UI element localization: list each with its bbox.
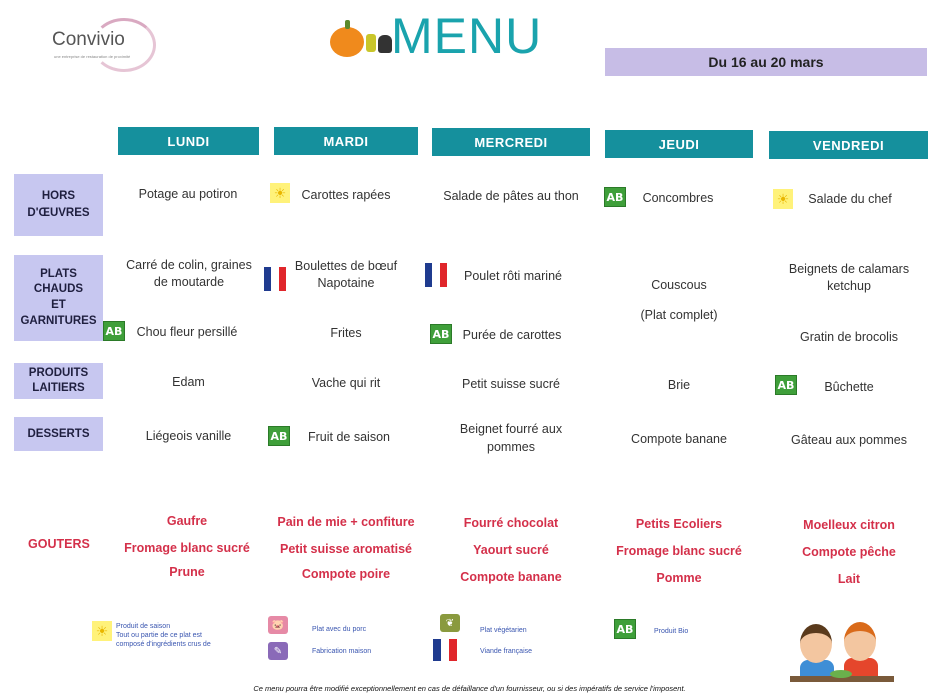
mercredi-plat: Poulet rôti mariné [464, 269, 562, 283]
lundi-plat: Carré de colin, graines de moutarde [126, 258, 252, 289]
jeudi-hors-doeuvre: Concombres [642, 191, 714, 205]
mardi-plat: Boulettes de bœuf Napotaine [294, 259, 398, 290]
bio-product-icon: AB [268, 426, 290, 446]
legend-bio-icon: AB [614, 619, 636, 639]
row-label-produits-laitiers: PRODUITS LAITIERS [14, 363, 103, 399]
mercredi-garniture: Purée de carottes [462, 328, 562, 342]
bio-product-icon: AB [103, 321, 125, 341]
mercredi-gouter: Fourré chocolat Yaourt sucré Compote banane [460, 516, 562, 584]
brand-tagline: une entreprise de restauration de proximité [54, 54, 131, 59]
vendredi-laitier: Bûchette [824, 380, 874, 394]
legend-pork-icon: 🐷 [268, 616, 288, 634]
mardi-laitier: Vache qui rit [311, 376, 381, 390]
mardi-hors-doeuvre: Carottes rapées [301, 188, 391, 202]
lantern-icon [366, 34, 376, 52]
seasonal-product-icon: ☀ [270, 183, 290, 203]
lundi-garniture: Chou fleur persillé [136, 325, 238, 339]
seasonal-product-icon: ☀ [773, 189, 793, 209]
vendredi-hors-doeuvre: Salade du chef [808, 192, 892, 206]
bio-product-icon: AB [430, 324, 452, 344]
row-label-gouters: GOUTERS [28, 537, 90, 551]
pumpkin-icon [330, 27, 364, 57]
title-text: MENU [391, 8, 543, 64]
day-header-jeudi: JEUDI [605, 130, 753, 158]
menu-title [330, 8, 542, 64]
legend-homemade-text: Fabrication maison [312, 648, 372, 655]
legend-seasonal-text: Produit de saison Tout ou partie de ce plat est composé d'ingrédients crus de [116, 623, 211, 648]
row-label-plats: PLATS CHAUDS ET GARNITURES [14, 255, 103, 341]
mardi-gouter: Pain de mie + confiture Petit suisse aromatisé Compote poire [277, 515, 415, 581]
jeudi-laitier: Brie [667, 378, 691, 392]
footer-disclaimer: Ce menu pourra être modifié exceptionnellement en cas de défaillance d'un fournisseur, ou si des impératifs de service l'imposent. [253, 684, 686, 693]
french-meat-flag-icon [425, 263, 447, 287]
lundi-dessert: Liégeois vanille [145, 429, 232, 443]
lundi-gouter: Gaufre Fromage blanc sucré Prune [124, 514, 250, 579]
day-header-mardi: MARDI [274, 127, 418, 155]
lundi-hors-doeuvre: Potage au potiron [138, 187, 238, 201]
bio-product-icon: AB [604, 187, 626, 207]
vendredi-gouter: Moelleux citron Compote pêche Lait [802, 518, 896, 586]
mercredi-dessert: Beignet fourré aux pommes [459, 422, 563, 454]
owl-icon [378, 35, 392, 53]
vendredi-plat: Beignets de calamars ketchup [788, 262, 910, 293]
jeudi-gouter: Petits Ecoliers Fromage blanc sucré Pomme [616, 517, 742, 585]
row-label-desserts: DESSERTS [14, 417, 103, 451]
legend-vegetarian-icon: ❦ [440, 614, 460, 632]
day-header-vendredi: VENDREDI [769, 131, 928, 159]
bio-product-icon: AB [775, 375, 797, 395]
lundi-laitier: Edam [172, 375, 205, 389]
vendredi-garniture: Gratin de brocolis [800, 330, 898, 344]
jeudi-plat: Couscous (Plat complet) [640, 278, 718, 322]
brand-name: Convivio [52, 29, 125, 50]
convivio-logo [48, 16, 154, 70]
legend-homemade-icon: ✎ [268, 642, 288, 660]
mercredi-laitier: Petit suisse sucré [462, 377, 560, 391]
date-range: Du 16 au 20 mars [605, 48, 927, 76]
row-label-hors-doeuvres: HORS D'ŒUVRES [14, 174, 103, 236]
legend-seasonal-icon: ☀ [92, 621, 112, 641]
vendredi-dessert: Gâteau aux pommes [790, 433, 908, 447]
mercredi-hors-doeuvre: Salade de pâtes au thon [443, 189, 579, 203]
legend-french-meat-text: Viande française [480, 648, 533, 655]
french-meat-flag-icon [264, 267, 286, 291]
legend-pork-text: Plat avec du porc [312, 626, 367, 633]
mardi-dessert: Fruit de saison [308, 430, 390, 444]
legend-vegetarian-text: Plat végétarien [480, 627, 527, 634]
legend-bio-text: Produit Bio [654, 628, 689, 635]
kids-eating-illustration [790, 618, 894, 692]
mardi-garniture: Frites [330, 326, 362, 340]
legend-french-flag-icon [433, 639, 457, 661]
day-header-mercredi: MERCREDI [432, 128, 590, 156]
jeudi-dessert: Compote banane [631, 432, 727, 446]
day-header-lundi: LUNDI [118, 127, 259, 155]
